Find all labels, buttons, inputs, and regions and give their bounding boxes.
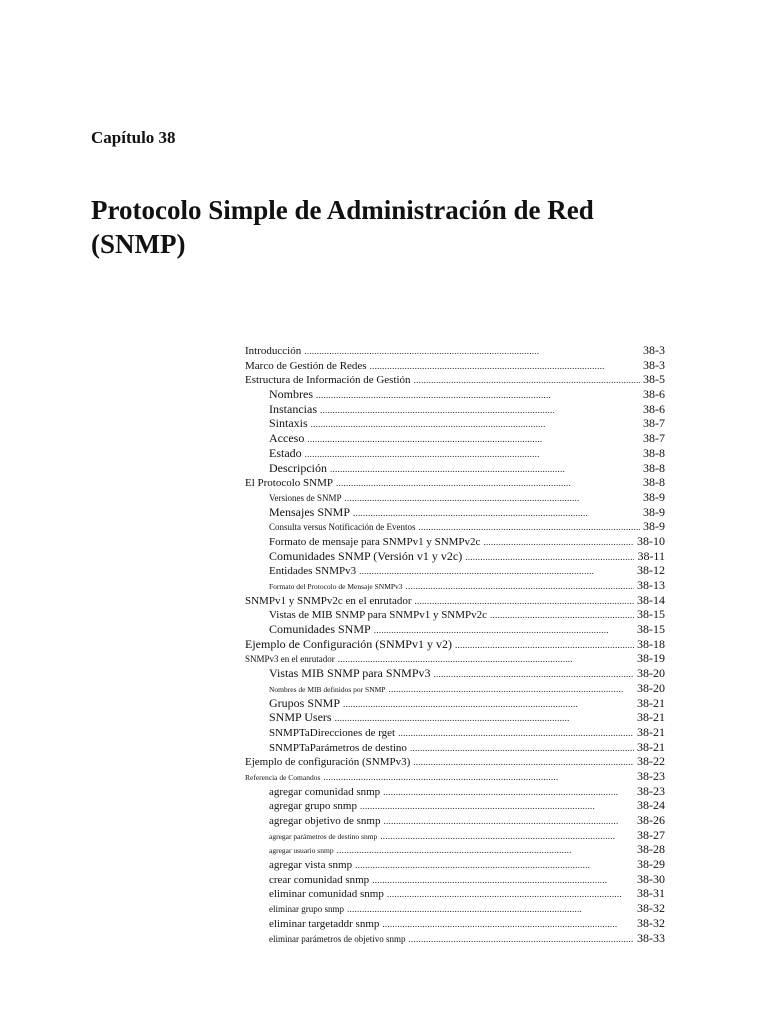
toc-entry-title: El Protocolo SNMP	[245, 477, 334, 490]
toc-entry-title: SNMPv1 y SNMPv2c en el enrutador	[245, 594, 412, 607]
chapter-label: Capítulo 38	[91, 128, 176, 147]
toc-entry[interactable]	[269, 828, 665, 843]
toc-leader-dots	[414, 373, 640, 388]
toc-leader-dots	[384, 814, 635, 829]
toc-entry-page: 38-27	[637, 827, 665, 842]
toc-leader-dots	[455, 638, 634, 653]
toc-leader-dots	[336, 476, 640, 491]
toc-entry[interactable]	[245, 372, 665, 387]
toc-entry-page: 38-20	[637, 680, 665, 695]
toc-leader-dots	[374, 623, 634, 638]
toc-entry[interactable]	[269, 622, 665, 637]
toc-leader-dots	[360, 799, 634, 814]
toc-entry[interactable]	[269, 681, 665, 696]
toc-entry-page: 38-14	[637, 592, 665, 607]
toc-entry-page: 38-30	[637, 871, 665, 886]
toc-leader-dots	[335, 711, 634, 726]
toc-entry-title: agregar parámetros de destino snmp	[269, 831, 378, 841]
toc-entry-page: 38-8	[643, 445, 665, 460]
toc-entry-page: 38-15	[637, 607, 665, 622]
toc-leader-dots	[415, 594, 634, 609]
toc-entry-title: Descripción	[269, 460, 327, 475]
toc-entry-title: Grupos SNMP	[269, 695, 341, 710]
table-of-contents	[245, 343, 665, 945]
toc-leader-dots	[372, 873, 634, 888]
toc-entry-page: 38-6	[643, 401, 665, 416]
toc-leader-dots	[370, 359, 640, 374]
toc-entry[interactable]	[245, 651, 665, 666]
toc-entry-title: eliminar parámetros de objetivo snmp	[269, 933, 406, 944]
toc-entry-page: 38-32	[637, 915, 665, 930]
toc-entry-title: Comunidades SNMP (Versión v1 y v2c)	[269, 548, 463, 563]
toc-entry-title: Mensajes SNMP	[269, 504, 351, 519]
toc-leader-dots	[398, 726, 634, 741]
chapter-title-line1: Protocolo Simple de Administración de Red	[91, 195, 594, 225]
toc-entry-title: Sintaxis	[269, 416, 308, 431]
toc-entry-title: agregar comunidad snmp	[269, 785, 381, 798]
toc-entry[interactable]	[245, 637, 665, 652]
toc-leader-dots	[490, 608, 634, 623]
toc-entry[interactable]	[269, 490, 665, 505]
toc-entry-page: 38-6	[643, 387, 665, 402]
toc-entry-title: agregar usuario snmp	[269, 846, 334, 856]
toc-entry[interactable]	[269, 710, 665, 725]
toc-leader-dots	[323, 770, 634, 785]
toc-entry[interactable]	[269, 901, 665, 916]
toc-entry-page: 38-3	[643, 343, 665, 357]
toc-entry-title: Acceso	[269, 431, 305, 446]
toc-entry[interactable]	[269, 916, 665, 931]
toc-entry[interactable]	[269, 431, 665, 446]
toc-entry-page: 38-10	[637, 533, 665, 548]
toc-entry-title: Entidades SNMPv3	[269, 565, 357, 578]
toc-leader-dots	[347, 902, 634, 917]
toc-leader-dots	[307, 432, 640, 447]
toc-entry[interactable]	[269, 402, 665, 417]
toc-entry[interactable]	[245, 475, 665, 490]
toc-leader-dots	[388, 682, 634, 697]
toc-leader-dots	[353, 506, 640, 521]
toc-entry[interactable]	[269, 387, 665, 402]
toc-leader-dots	[316, 388, 640, 403]
toc-leader-dots	[337, 843, 634, 858]
toc-entry-title: crear comunidad snmp	[269, 873, 370, 886]
toc-leader-dots	[383, 785, 634, 800]
toc-entry-title: Formato de mensaje para SNMPv1 y SNMPv2c	[269, 535, 481, 548]
toc-entry[interactable]	[269, 886, 665, 901]
toc-leader-dots	[380, 829, 634, 844]
toc-entry-page: 38-8	[643, 460, 665, 475]
toc-entry[interactable]	[269, 549, 665, 564]
toc-leader-dots	[311, 417, 640, 432]
toc-entry-page: 38-20	[637, 666, 665, 681]
toc-entry-title: SNMPv3 en el enrutador	[245, 654, 335, 665]
toc-leader-dots	[359, 564, 634, 579]
toc-entry-page: 38-18	[637, 636, 665, 651]
toc-entry-page: 38-21	[637, 724, 665, 739]
toc-leader-dots	[387, 887, 634, 902]
toc-entry-title: Versiones de SNMP	[269, 492, 342, 503]
toc-entry-title: SNMPTaDirecciones de rget	[269, 726, 396, 739]
toc-entry-title: Ejemplo de Configuración (SNMPv1 y v2)	[245, 636, 452, 651]
toc-entry-page: 38-12	[637, 563, 665, 578]
toc-entry-page: 38-13	[637, 578, 665, 592]
toc-entry-title: SNMPTaParámetros de destino	[269, 741, 407, 754]
toc-entry-title: eliminar grupo snmp	[269, 904, 344, 915]
toc-entry[interactable]	[245, 343, 665, 358]
toc-entry[interactable]	[269, 784, 665, 799]
toc-entry[interactable]	[269, 842, 665, 857]
toc-entry-title: Vistas de MIB SNMP para SNMPv1 y SNMPv2c	[269, 609, 488, 622]
toc-leader-dots	[483, 535, 634, 550]
toc-entry-page: 38-5	[643, 372, 665, 387]
toc-entry-page: 38-28	[637, 842, 665, 857]
toc-entry[interactable]	[245, 358, 665, 373]
toc-entry-page: 38-31	[637, 886, 665, 901]
toc-entry[interactable]	[269, 725, 665, 740]
toc-entry-page: 38-19	[637, 651, 665, 666]
toc-entry-page: 38-24	[637, 798, 665, 813]
toc-entry-page: 38-21	[637, 695, 665, 710]
toc-entry[interactable]	[269, 813, 665, 828]
toc-entry[interactable]	[269, 798, 665, 813]
toc-entry-page: 38-8	[643, 475, 665, 490]
toc-leader-dots	[330, 462, 640, 477]
toc-entry-title: Introducción	[245, 345, 302, 357]
toc-leader-dots	[382, 917, 634, 932]
toc-entry-page: 38-33	[637, 930, 665, 945]
toc-entry-title: Estado	[269, 445, 302, 460]
toc-entry-title: Nombres de MIB definidos por SNMP	[269, 684, 386, 694]
toc-entry-title: Instancias	[269, 401, 317, 416]
toc-entry[interactable]	[269, 446, 665, 461]
toc-entry[interactable]	[269, 416, 665, 431]
toc-entry-title: Consulta versus Notificación de Eventos	[269, 522, 416, 533]
toc-entry[interactable]	[269, 607, 665, 622]
toc-entry-title: Vistas MIB SNMP para SNMPv3	[269, 666, 431, 681]
toc-entry[interactable]	[245, 769, 665, 784]
toc-entry[interactable]	[269, 563, 665, 578]
toc-entry-page: 38-21	[637, 710, 665, 725]
toc-entry-title: eliminar comunidad snmp	[269, 888, 384, 901]
toc-entry-page: 38-9	[643, 504, 665, 519]
toc-leader-dots	[413, 755, 634, 770]
toc-entry[interactable]	[245, 593, 665, 608]
toc-entry-title: Comunidades SNMP	[269, 622, 371, 637]
toc-leader-dots	[434, 667, 634, 682]
toc-entry-title: Marco de Gestión de Redes	[245, 359, 367, 372]
toc-entry-page: 38-32	[637, 901, 665, 916]
toc-entry-title: Ejemplo de configuración (SNMPv3)	[245, 756, 411, 769]
toc-entry[interactable]	[269, 505, 665, 520]
toc-entry[interactable]	[269, 666, 665, 681]
toc-leader-dots	[305, 447, 640, 462]
toc-entry[interactable]	[269, 519, 665, 534]
toc-entry-title: eliminar targetaddr snmp	[269, 917, 380, 930]
toc-entry-title: agregar grupo snmp	[269, 800, 357, 813]
toc-leader-dots	[355, 858, 634, 873]
toc-entry-page: 38-15	[637, 622, 665, 637]
toc-leader-dots	[338, 652, 634, 667]
toc-entry-page: 38-11	[637, 548, 665, 563]
toc-entry-page: 38-21	[637, 739, 665, 754]
toc-entry-page: 38-3	[643, 357, 665, 372]
toc-entry[interactable]	[269, 578, 665, 593]
toc-leader-dots	[406, 579, 634, 594]
toc-entry-title: SNMP Users	[269, 710, 332, 725]
toc-entry-title: agregar objetivo de snmp	[269, 815, 381, 827]
toc-entry[interactable]	[269, 534, 665, 549]
toc-leader-dots	[343, 697, 634, 712]
toc-entry[interactable]	[269, 872, 665, 887]
toc-entry-page: 38-9	[643, 519, 665, 534]
toc-leader-dots	[465, 550, 634, 565]
toc-leader-dots	[345, 491, 640, 506]
toc-entry-page: 38-22	[637, 754, 665, 769]
toc-entry-page: 38-23	[637, 768, 665, 783]
toc-entry-page: 38-9	[643, 489, 665, 504]
toc-entry-title: Formato del Protocolo de Mensaje SNMPv3	[269, 582, 403, 591]
toc-leader-dots	[418, 520, 640, 535]
toc-leader-dots	[408, 932, 634, 947]
toc-leader-dots	[410, 741, 634, 756]
toc-entry[interactable]	[269, 740, 665, 755]
toc-entry-title: Referencia de Comandos	[245, 772, 321, 782]
toc-leader-dots	[304, 344, 640, 359]
toc-entry-page: 38-23	[637, 783, 665, 798]
chapter-title-line2: (SNMP)	[91, 229, 186, 259]
chapter-title	[91, 193, 691, 261]
toc-entry-page: 38-7	[643, 431, 665, 446]
toc-entry-title: Estructura de Información de Gestión	[245, 374, 411, 387]
toc-entry[interactable]	[245, 754, 665, 769]
toc-entry[interactable]	[269, 857, 665, 872]
toc-entry-page: 38-29	[637, 857, 665, 872]
toc-entry-title: Nombres	[269, 387, 313, 402]
toc-entry[interactable]	[269, 931, 665, 946]
toc-entry[interactable]	[269, 461, 665, 476]
toc-leader-dots	[320, 403, 640, 418]
toc-entry-title: agregar vista snmp	[269, 859, 353, 872]
toc-entry-page: 38-7	[643, 416, 665, 431]
toc-entry[interactable]	[269, 696, 665, 711]
toc-entry-page: 38-26	[637, 813, 665, 827]
